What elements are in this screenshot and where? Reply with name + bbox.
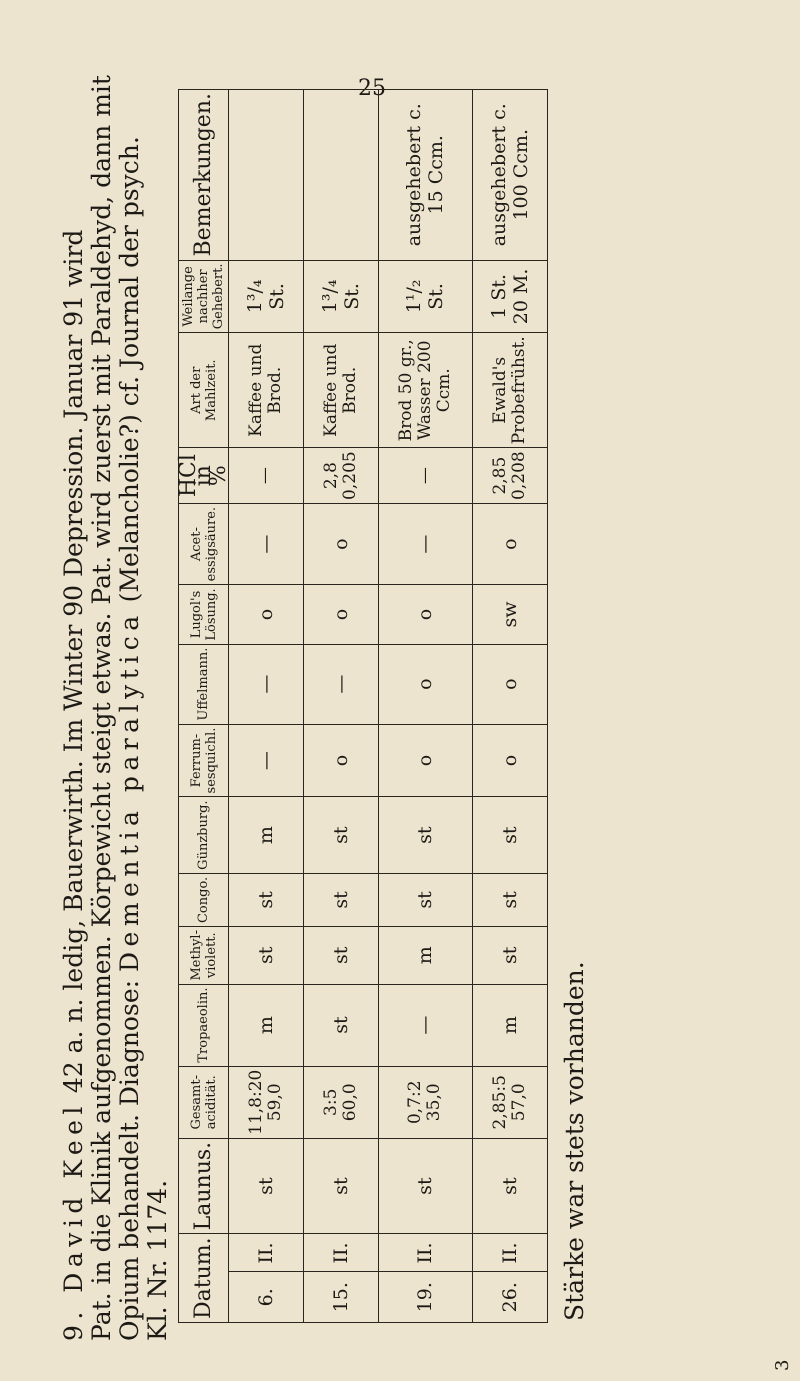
cell-congo: st bbox=[378, 873, 473, 926]
cell-bemerkung bbox=[303, 90, 378, 261]
cell-congo: st bbox=[303, 873, 378, 926]
cell-congo: st bbox=[473, 873, 548, 926]
cell-launus: st bbox=[229, 1138, 304, 1234]
cell-acetessig: — bbox=[229, 503, 304, 584]
cell-methylviolett: st bbox=[473, 927, 548, 985]
signature-mark: 3 bbox=[772, 1359, 793, 1371]
cell-tropaeolin: m bbox=[473, 984, 548, 1066]
cell-acetessig: o bbox=[303, 503, 378, 584]
header-hcl: HCl in % bbox=[179, 448, 229, 504]
cell-tropaeolin: st bbox=[303, 984, 378, 1066]
case-intro bbox=[59, 75, 172, 1341]
cell-acetessig: — bbox=[378, 503, 473, 584]
footer-note: Stärke war stets vorhanden. bbox=[560, 961, 589, 1321]
cell-aciditaet: 3:5 60,0 bbox=[303, 1066, 378, 1138]
cell-acetessig: o bbox=[473, 503, 548, 584]
cell-hcl: — bbox=[378, 448, 473, 504]
cell-methylviolett: st bbox=[303, 927, 378, 985]
cell-guenzburg: st bbox=[303, 797, 378, 873]
cell-month: II. bbox=[378, 1234, 473, 1272]
cell-uffelmann: o bbox=[378, 644, 473, 724]
cell-gehebert: 1³/₄ St. bbox=[303, 260, 378, 333]
cell-lugol: sw bbox=[473, 585, 548, 644]
table-row bbox=[229, 90, 304, 1323]
header-launus: Launus. bbox=[179, 1138, 229, 1234]
cell-guenzburg: st bbox=[378, 797, 473, 873]
cell-congo: st bbox=[229, 873, 304, 926]
cell-guenzburg: m bbox=[229, 797, 304, 873]
cell-aciditaet: 11,8:20 59,0 bbox=[229, 1066, 304, 1138]
page-number: 25 bbox=[358, 76, 386, 101]
cell-datum: 19. bbox=[378, 1272, 473, 1323]
diagnosis: Dementia paralytica bbox=[115, 610, 144, 973]
cell-hcl: — bbox=[229, 448, 304, 504]
cell-uffelmann: — bbox=[303, 644, 378, 724]
cell-tropaeolin: m bbox=[229, 984, 304, 1066]
header-mahlzeit: Art der Mahlzeit. bbox=[179, 333, 229, 448]
cell-mahlzeit: Kaffee und Brod. bbox=[229, 333, 304, 448]
cell-uffelmann: — bbox=[229, 644, 304, 724]
cell-mahlzeit: Kaffee und Brod. bbox=[303, 333, 378, 448]
patient-name: 9. David Keel bbox=[59, 1101, 88, 1341]
cell-launus: st bbox=[303, 1138, 378, 1234]
cell-mahlzeit: Brod 50 gr., Wasser 200 Ccm. bbox=[378, 333, 473, 448]
cell-lugol: o bbox=[303, 585, 378, 644]
table-row bbox=[473, 90, 548, 1323]
cell-gehebert: 1³/₄ St. bbox=[229, 260, 304, 333]
intro-line-4: Kl. Nr. 1174. bbox=[143, 1179, 172, 1341]
cell-month: II. bbox=[303, 1234, 378, 1272]
cell-lugol: o bbox=[229, 585, 304, 644]
intro-line-2: Pat. in die Klinik aufgenommen. Körpewicht steigt etwas. Pat. wird zuerst mit Paraldehyd, dann mit bbox=[87, 75, 116, 1341]
header-tropaeolin: Tropaeolin. bbox=[179, 984, 229, 1066]
cell-launus: st bbox=[378, 1138, 473, 1234]
cell-lugol: o bbox=[378, 585, 473, 644]
cell-datum: 6. bbox=[229, 1272, 304, 1323]
cell-month: II. bbox=[229, 1234, 304, 1272]
header-guenzburg: Günzburg. bbox=[179, 797, 229, 873]
cell-bemerkung: ausgehebert c. 100 Ccm. bbox=[473, 90, 548, 261]
cell-mahlzeit: Ewald's Probefrühst. bbox=[473, 333, 548, 448]
intro-line-3: Opium behandelt. Diagnose: Dementia paralytica (Melancholie?) cf. Journal der psych. bbox=[115, 136, 144, 1341]
cell-aciditaet: 0,7:2 35,0 bbox=[378, 1066, 473, 1138]
header-congo: Congo. bbox=[179, 873, 229, 926]
cell-tropaeolin: — bbox=[378, 984, 473, 1066]
cell-bemerkung bbox=[229, 90, 304, 261]
cell-month: II. bbox=[473, 1234, 548, 1272]
header-ferrum: Ferrum-sesquichl. bbox=[179, 724, 229, 797]
header-gesamtaciditaet: Gesamt-acidität. bbox=[179, 1066, 229, 1138]
cell-hcl: 2,8 0,205 bbox=[303, 448, 378, 504]
header-methylviolett: Methyl-violett. bbox=[179, 927, 229, 985]
cell-datum: 26. bbox=[473, 1272, 548, 1323]
cell-gehebert: 1 St. 20 M. bbox=[473, 260, 548, 333]
cell-launus: st bbox=[473, 1138, 548, 1234]
cell-aciditaet: 2,85:5 57,0 bbox=[473, 1066, 548, 1138]
header-bemerkungen: Bemerkungen. bbox=[179, 90, 229, 261]
cell-bemerkung: ausgehebert c. 15 Ccm. bbox=[378, 90, 473, 261]
header-datum: Datum. bbox=[179, 1234, 229, 1323]
header-acetessig: Acet-essigsäure. bbox=[179, 503, 229, 584]
cell-guenzburg: st bbox=[473, 797, 548, 873]
cell-ferrum: o bbox=[378, 724, 473, 797]
cell-datum: 15. bbox=[303, 1272, 378, 1323]
cell-methylviolett: st bbox=[229, 927, 304, 985]
cell-ferrum: — bbox=[229, 724, 304, 797]
intro-line-1: 9. David Keel 42 a. n. ledig, Bauerwirth. Im Winter 90 Depression. Januar 91 wird bbox=[59, 229, 88, 1341]
cell-gehebert: 1¹/₂ St. bbox=[378, 260, 473, 333]
header-lugol: Lugol's Lösung. bbox=[179, 585, 229, 644]
clinical-table bbox=[178, 89, 548, 1323]
table-header-row bbox=[179, 90, 229, 1323]
table-row bbox=[303, 90, 378, 1323]
cell-ferrum: o bbox=[303, 724, 378, 797]
cell-uffelmann: o bbox=[473, 644, 548, 724]
cell-hcl: 2,85 0,208 bbox=[473, 448, 548, 504]
table-row bbox=[378, 90, 473, 1323]
cell-ferrum: o bbox=[473, 724, 548, 797]
cell-methylviolett: m bbox=[378, 927, 473, 985]
header-uffelmann: Uffelmann. bbox=[179, 644, 229, 724]
header-gehebert: Weilange nachher Gehebert. bbox=[179, 260, 229, 333]
